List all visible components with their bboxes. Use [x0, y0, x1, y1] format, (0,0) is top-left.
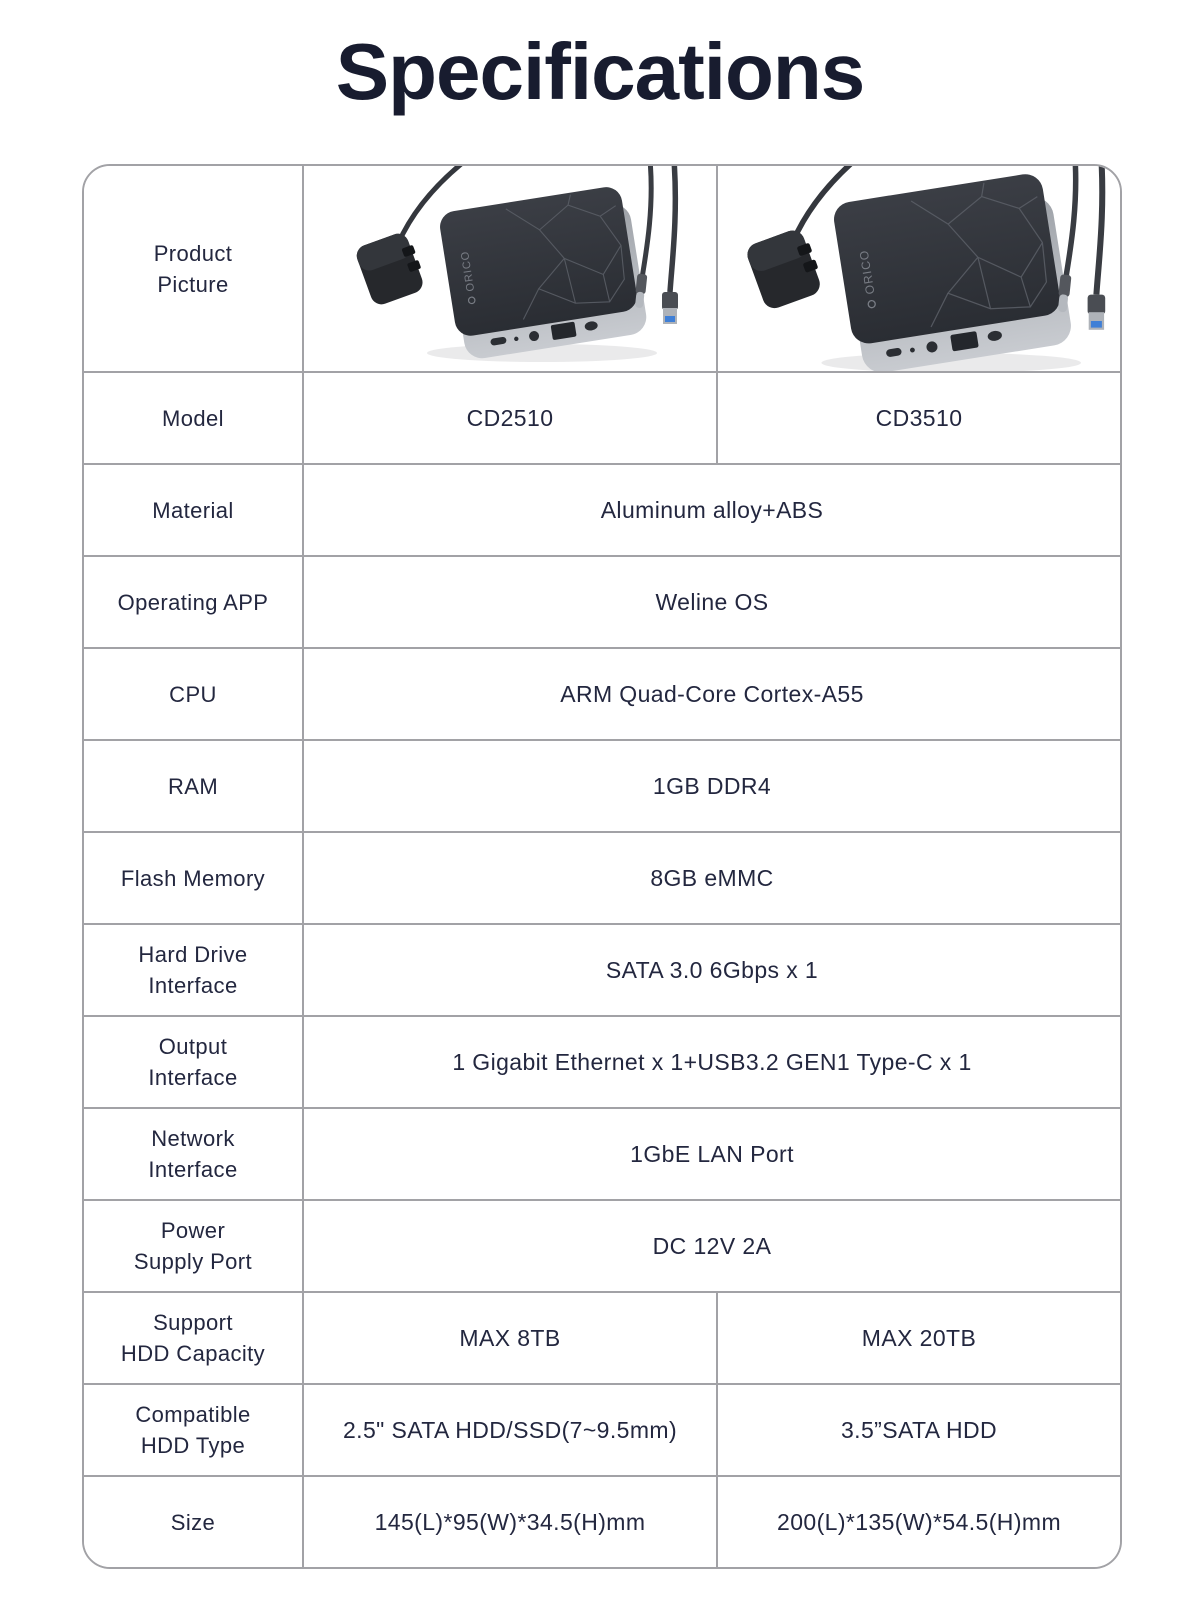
spec-value-cd3510: CD3510: [718, 373, 1120, 465]
product-photo-cd2510-cell: [304, 166, 718, 373]
spec-label: Flash Memory: [84, 833, 304, 925]
spec-row-output-interface: [84, 1017, 1120, 1109]
power-adapter: [744, 226, 826, 312]
spec-label: Support HDD Capacity: [84, 1293, 304, 1385]
spec-value-cd2510: 2.5" SATA HDD/SSD(7~9.5mm): [304, 1385, 718, 1477]
enclosure-body: [831, 171, 1073, 371]
spec-row-operating-app: [84, 557, 1120, 649]
spec-value: Weline OS: [304, 557, 1120, 649]
spec-value-cd3510: 200(L)*135(W)*54.5(H)mm: [718, 1477, 1120, 1567]
spec-value: Aluminum alloy+ABS: [304, 465, 1120, 557]
svg-text:ORICO: ORICO: [458, 249, 478, 293]
usb-a-plug: [1088, 295, 1106, 330]
cd3510-scaled-group: [744, 166, 1105, 371]
specifications-table: [82, 164, 1122, 1569]
spec-row-ram: [84, 741, 1120, 833]
spec-value-cd2510: 145(L)*95(W)*34.5(H)mm: [304, 1477, 718, 1567]
enclosure-body: [438, 184, 649, 362]
spec-row-compatible-hdd-type: [84, 1385, 1120, 1477]
svg-text:ORICO: ORICO: [856, 248, 878, 296]
spec-value: 1GB DDR4: [304, 741, 1120, 833]
spec-row-network-interface: [84, 1109, 1120, 1201]
usb-c-cable: [1066, 166, 1076, 279]
spec-label: Size: [84, 1477, 304, 1567]
spec-value: SATA 3.0 6Gbps x 1: [304, 925, 1120, 1017]
spec-value-cd2510: MAX 8TB: [304, 1293, 718, 1385]
spec-row-cpu: [84, 649, 1120, 741]
spec-row-size: [84, 1477, 1120, 1567]
spec-label: RAM: [84, 741, 304, 833]
spec-label: Material: [84, 465, 304, 557]
spec-row-product-picture: [84, 166, 1120, 373]
spec-label: CPU: [84, 649, 304, 741]
product-photo-cd2510: [320, 166, 700, 371]
spec-value: 1 Gigabit Ethernet x 1+USB3.2 GEN1 Type-C x 1: [304, 1017, 1120, 1109]
spec-row-model: [84, 373, 1120, 465]
usb-a-plug: [662, 292, 678, 324]
spec-value: 8GB eMMC: [304, 833, 1120, 925]
spec-label: Hard Drive Interface: [84, 925, 304, 1017]
spec-row-power-supply-port: [84, 1201, 1120, 1293]
spec-row-material: [84, 465, 1120, 557]
spec-value-cd2510: CD2510: [304, 373, 718, 465]
spec-label: Power Supply Port: [84, 1201, 304, 1293]
spec-value: DC 12V 2A: [304, 1201, 1120, 1293]
spec-value-cd3510: MAX 20TB: [718, 1293, 1120, 1385]
product-photo-cd3510-cell: [718, 166, 1120, 373]
spec-label: Operating APP: [84, 557, 304, 649]
spec-value-cd3510: 3.5”SATA HDD: [718, 1385, 1120, 1477]
spec-row-hard-drive-interface: [84, 925, 1120, 1017]
usb-a-cable: [1096, 166, 1102, 295]
spec-value: 1GbE LAN Port: [304, 1109, 1120, 1201]
spec-label: Output Interface: [84, 1017, 304, 1109]
spec-row-flash-memory: [84, 833, 1120, 925]
usb-c-cable: [642, 166, 651, 278]
usb-a-cable: [670, 166, 675, 292]
product-photo-cd3510: [729, 166, 1109, 371]
spec-row-support-hdd-capacity: [84, 1293, 1120, 1385]
page-title: Specifications: [335, 27, 865, 116]
power-adapter: [354, 230, 429, 308]
spec-label: Network Interface: [84, 1109, 304, 1201]
spec-label: Product Picture: [84, 166, 304, 373]
spec-label: Model: [84, 373, 304, 465]
spec-value: ARM Quad-Core Cortex-A55: [304, 649, 1120, 741]
spec-label: Compatible HDD Type: [84, 1385, 304, 1477]
